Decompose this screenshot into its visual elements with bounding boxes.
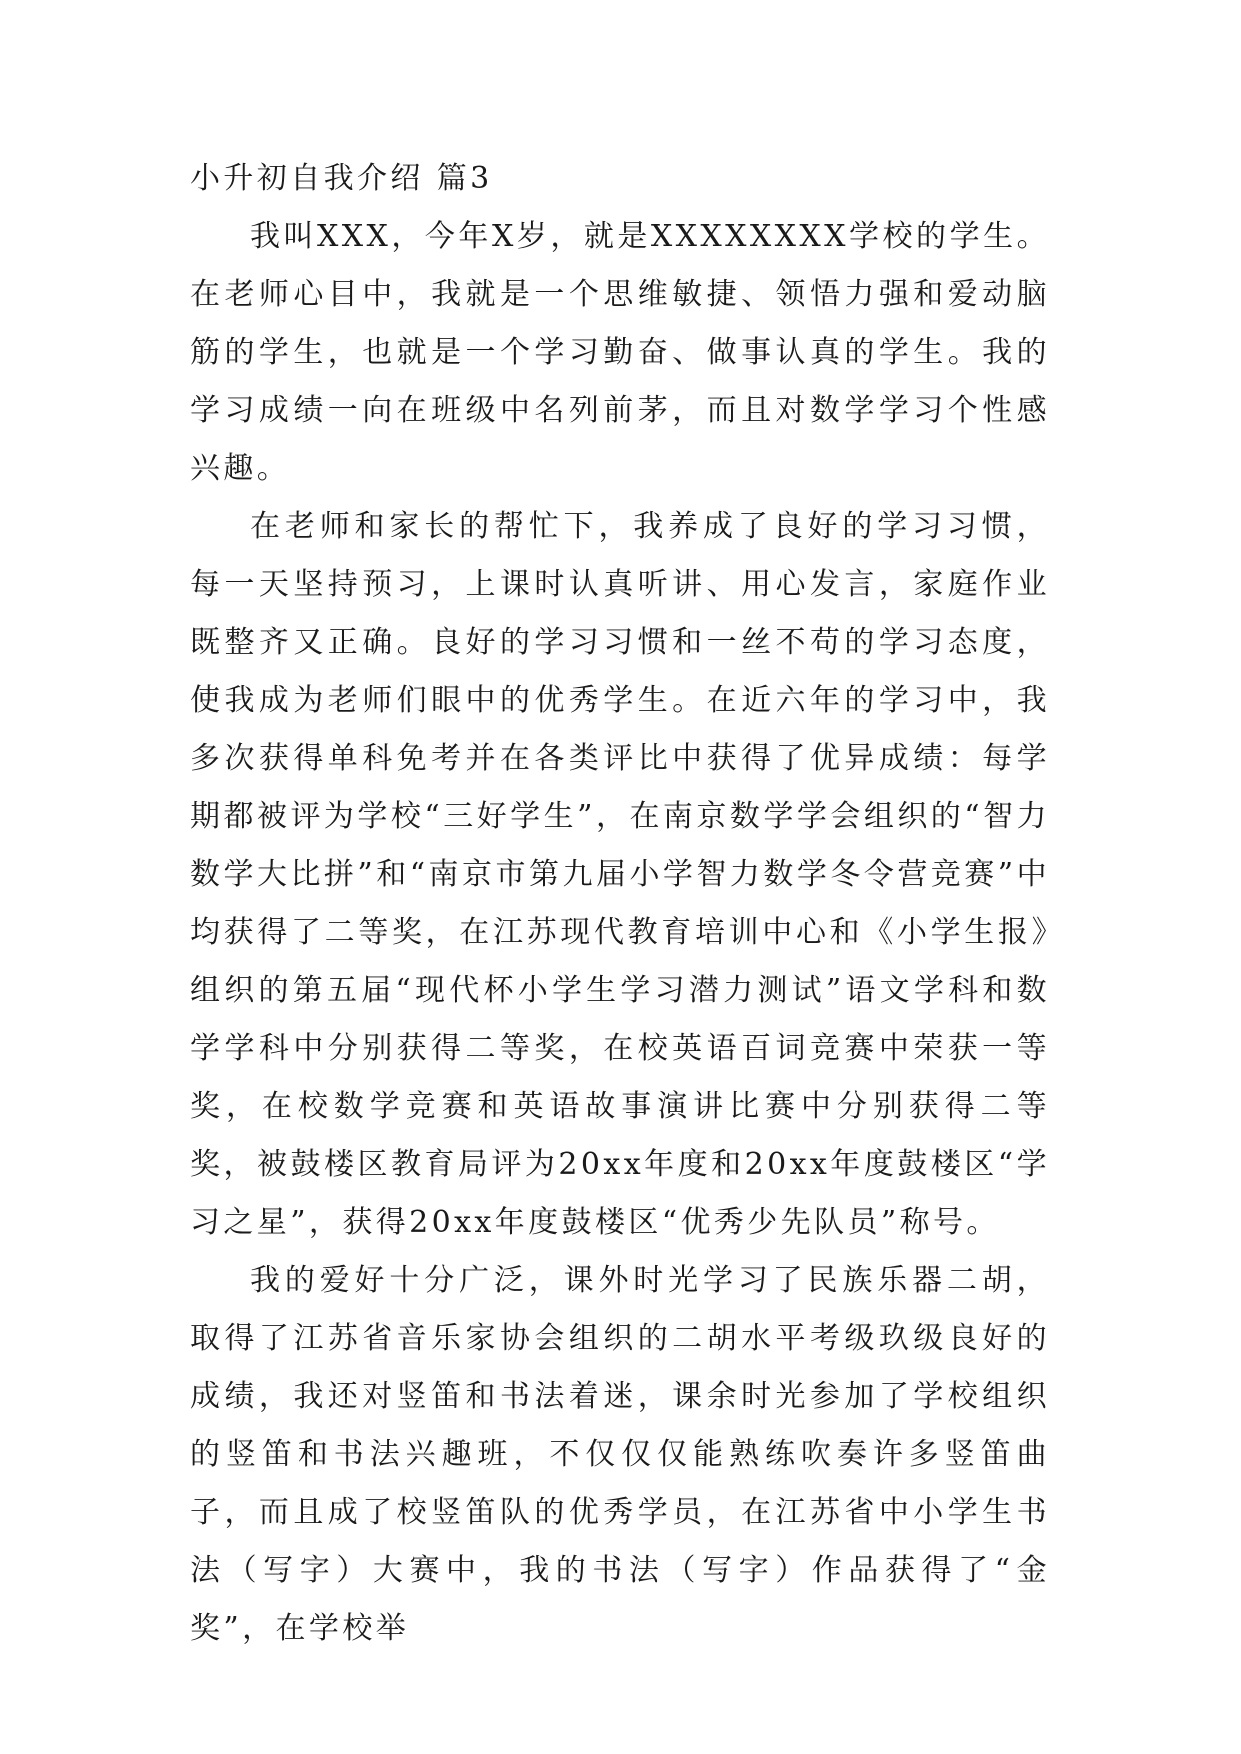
paragraph-achievements: 在老师和家长的帮忙下，我养成了良好的学习习惯，每一天坚持预习，上课时认真听讲、用心发言，家庭作业既整齐又正确。良好的学习习惯和一丝不苟的学习态度，使我成为老师们眼中的优秀学生。在近六年的学习中，我多次获得单科免考并在各类评比中获得了优异成绩：每学期都被评为学校“三好学生”，在南京数学学会组织的“智力数学大比拼”和“南京市第九届小学智力数学冬令营竞赛”中均获得了二等奖，在江苏现代教育培训中心和《小学生报》组织的第五届“现代杯小学生学习潜力测试”语文学科和数学学科中分别获得二等奖，在校英语百词竞赛中荣获一等奖，在校数学竞赛和英语故事演讲比赛中分别获得二等奖，被鼓楼区教育局评为20xx年度和20xx年度鼓楼区“学习之星”，获得20xx年度鼓楼区“优秀少先队员”称号。 — [190, 509, 1050, 1240]
paragraph-hobbies: 我的爱好十分广泛，课外时光学习了民族乐器二胡，取得了江苏省音乐家协会组织的二胡水平考级玖级良好的成绩，我还对竖笛和书法着迷，课余时光参加了学校组织的竖笛和书法兴趣班，不仅仅仅能熟练吹奏许多竖笛曲子，而且成了校竖笛队的优秀学员，在江苏省中小学生书法（写字）大赛中，我的书法（写字）作品获得了“金奖”，在学校举 — [190, 1263, 1050, 1646]
document-body — [190, 150, 1050, 1658]
document-title: 小升初自我介绍 篇3 — [190, 161, 493, 196]
paragraph-intro: 我叫XXX，今年X岁，就是XXXXXXXX学校的学生。在老师心目中，我就是一个思维敏捷、领悟力强和爱动脑筋的学生，也就是一个学习勤奋、做事认真的学生。我的学习成绩一向在班级中名列前茅，而且对数学学习个性感兴趣。 — [190, 219, 1050, 486]
